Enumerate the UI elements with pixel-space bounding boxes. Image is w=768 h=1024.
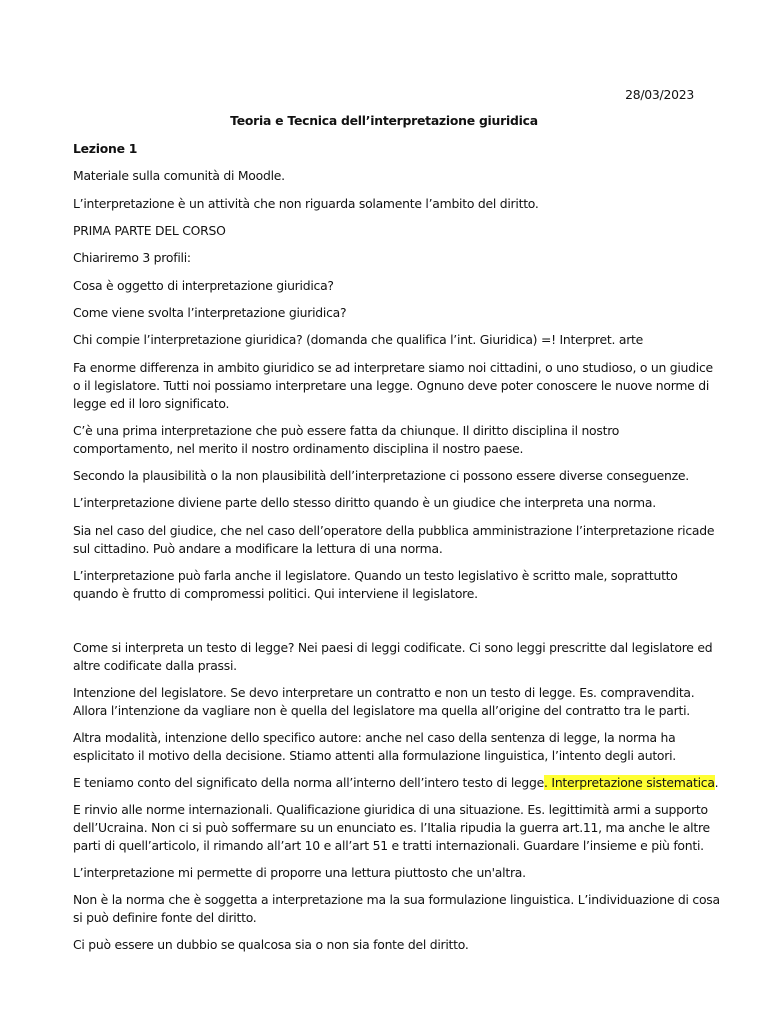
- paragraph-line: Allora l’intenzione da vagliare non è quella del legislatore ma quella all’origine del contratto tra le parti.: [73, 703, 690, 718]
- paragraph-line: si può definire fonte del diritto.: [73, 910, 257, 925]
- question-line: Come viene svolta l’interpretazione giuridica?: [73, 305, 347, 320]
- question-line: Cosa è oggetto di interpretazione giuridica?: [73, 278, 334, 293]
- paragraph-line: E rinvio alle norme internazionali. Qualificazione giuridica di una situazione. Es. legittimità armi a supporto: [73, 802, 708, 817]
- paragraph-line: o il legislatore. Tutti noi possiamo interpretare una legge. Ognuno deve poter conoscere le nuove norme di: [73, 378, 710, 393]
- paragraph-line: dell’Ucraina. Non ci si può soffermare su un enunciato es. l’Italia ripudia la guerra art.11, ma anche le altre: [73, 820, 710, 835]
- paragraph-line: L’interpretazione mi permette di proporre una lettura piuttosto che un'altra.: [73, 865, 526, 880]
- paragraph-line: comportamento, nel merito il nostro ordinamento disciplina il nostro paese.: [73, 441, 524, 456]
- lesson-heading: Lezione 1: [73, 141, 138, 156]
- paragraph-line: Secondo la plausibilità o la non plausibilità dell’interpretazione ci possono essere diverse conseguenze.: [73, 468, 689, 483]
- paragraph-line: C’è una prima interpretazione che può essere fatta da chiunque. Il diritto disciplina il nostro: [73, 423, 620, 438]
- highlighted-text: . Interpretazione sistematica: [544, 775, 715, 790]
- document-date: 28/03/2023: [625, 87, 694, 102]
- paragraph-line: sul cittadino. Può andare a modificare la lettura di una norma.: [73, 541, 443, 556]
- question-line: Chi compie l’interpretazione giuridica? (domanda che qualifica l’int. Giuridica) =! Interpret. arte: [73, 332, 644, 347]
- paragraph-line: legge ed il loro significato.: [73, 396, 230, 411]
- text-line: L’interpretazione è un attività che non riguarda solamente l’ambito del diritto.: [73, 196, 539, 211]
- paragraph-text: E teniamo conto del significato della norma all’interno dell’intero testo di legge: [73, 775, 545, 790]
- paragraph-text: .: [714, 775, 719, 790]
- paragraph-line: Intenzione del legislatore. Se devo interpretare un contratto e non un testo di legge. Es. compravendita.: [73, 685, 695, 700]
- paragraph-line: Non è la norma che è soggetta a interpretazione ma la sua formulazione linguistica. L’individuazione di cosa: [73, 892, 720, 907]
- text-line: Chiariremo 3 profili:: [73, 250, 191, 265]
- text-line: Materiale sulla comunità di Moodle.: [73, 168, 285, 183]
- paragraph-line: Ci può essere un dubbio se qualcosa sia o non sia fonte del diritto.: [73, 937, 469, 952]
- section-heading: PRIMA PARTE DEL CORSO: [73, 223, 226, 238]
- paragraph-line: L’interpretazione può farla anche il legislatore. Quando un testo legislativo è scritto male, soprattutto: [73, 568, 678, 583]
- paragraph-line: parti di quell’articolo, il rimando all’art 10 e all’art 51 e tratti internazionali. Guardare l’insieme e più fonti.: [73, 838, 704, 853]
- paragraph-line: Sia nel caso del giudice, che nel caso dell’operatore della pubblica amministrazione l’interpretazione ricade: [73, 523, 715, 538]
- paragraph-line: quando è frutto di compromessi politici. Qui interviene il legislatore.: [73, 586, 478, 601]
- paragraph-line: Fa enorme differenza in ambito giuridico se ad interpretare siamo noi cittadini, o uno studioso, o un giudice: [73, 360, 713, 375]
- paragraph-line: Come si interpreta un testo di legge? Nei paesi di leggi codificate. Ci sono leggi prescritte dal legislatore ed: [73, 640, 713, 655]
- paragraph-line: [73, 774, 718, 792]
- paragraph-line: altre codificate dalla prassi.: [73, 658, 237, 673]
- paragraph-line: esplicitato il motivo della decisione. Stiamo attenti alla formulazione linguistica, l’intento degli autori.: [73, 748, 676, 763]
- paragraph-line: Altra modalità, intenzione dello specifico autore: anche nel caso della sentenza di legge, la norma ha: [73, 730, 676, 745]
- document-title: Teoria e Tecnica dell’interpretazione giuridica: [230, 113, 538, 128]
- paragraph-line: L’interpretazione diviene parte dello stesso diritto quando è un giudice che interpreta una norma.: [73, 495, 656, 510]
